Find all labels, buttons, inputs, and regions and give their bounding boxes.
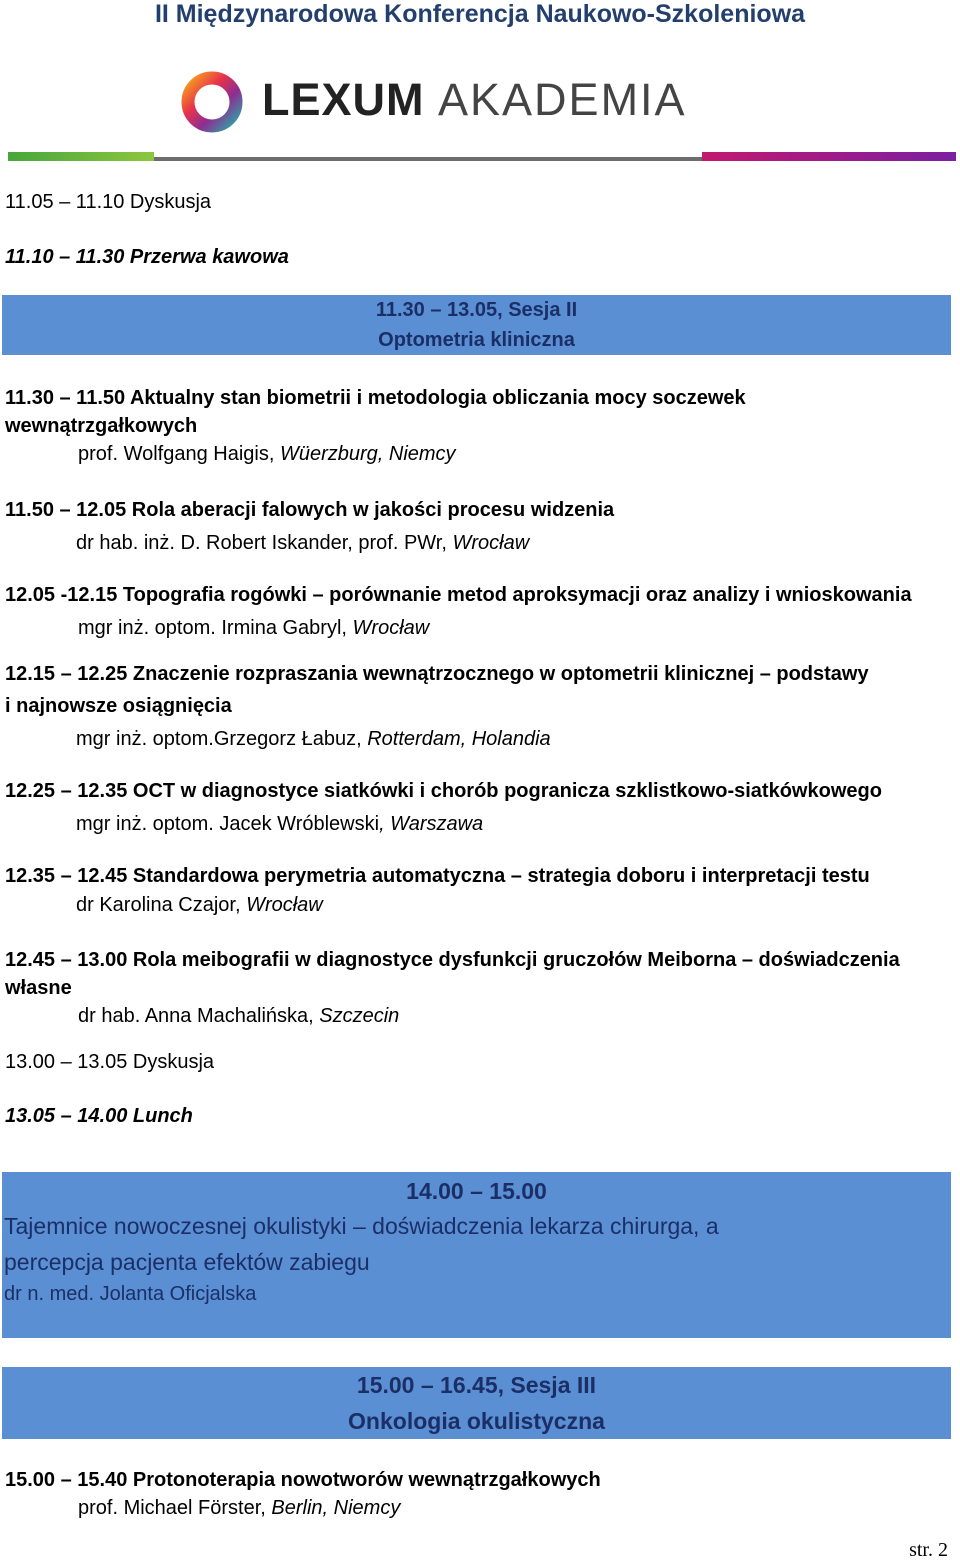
talk-1-title-cont: wewnątrzgałkowych [5, 415, 198, 437]
talk-2-title: 11.50 – 12.05 Rola aberacji falowych w jakości procesu widzenia [5, 499, 615, 521]
talk-1-place: Wüerzburg, Niemcy [279, 443, 456, 465]
coffee-break-item: 11.10 – 11.30 Przerwa kawowa [5, 246, 289, 268]
talk-3-speaker [78, 616, 429, 640]
logo-light: AKADEMIA [438, 74, 687, 125]
talk-6-speaker-name: dr Karolina Czajor, [76, 894, 247, 916]
talk-7-place: Szczecin [319, 1005, 400, 1027]
talk-4-title-cont: i najnowsze osiągnięcia [5, 695, 232, 717]
talk-6-place: Wrocław [246, 894, 323, 916]
talk-3-title: 12.05 -12.15 Topografia rogówki – porównanie metod aproksymacji oraz analizy i wnioskowania [5, 584, 912, 606]
talk-8-speaker-name: prof. Michael Förster, [78, 1497, 272, 1519]
talk-4-place: Rotterdam, Holandia [367, 728, 551, 750]
talk-8-title: 15.00 – 15.40 Protonoterapia nowotworów wewnątrzgałkowych [5, 1469, 601, 1491]
talk-1-speaker [78, 442, 456, 466]
talk-7-title: 12.45 – 13.00 Rola meibografii w diagnostyce dysfunkcji gruczołów Meiborna – doświadczenia [5, 949, 900, 971]
talk-8-place: Berlin, Niemcy [271, 1497, 401, 1519]
talk-4-speaker-name: mgr inż. optom.Grzegorz Łabuz, [76, 728, 368, 750]
lecture-speaker: dr n. med. Jolanta Oficjalska [4, 1283, 257, 1305]
talk-7-speaker [78, 1004, 399, 1028]
page-title: II Międzynarodowa Konferencja Naukowo-Szkoleniowa [154, 0, 806, 28]
talk-8-speaker [78, 1496, 400, 1520]
talk-3-place: Wrocław [352, 617, 430, 639]
talk-6-speaker [76, 893, 323, 917]
lecture-title-2: percepcja pacjenta efektów zabiegu [4, 1249, 370, 1275]
talk-4-title: 12.15 – 12.25 Znaczenie rozpraszania wewnątrzocznego w optometrii klinicznej – podstawy [5, 663, 869, 685]
lecture-band [2, 1172, 951, 1338]
lecture-title-1: Tajemnice nowoczesnej okulistyki – doświadczenia lekarza chirurga, a [4, 1213, 719, 1239]
session-2-band [2, 295, 951, 355]
page-number: str. 2 [909, 1539, 948, 1561]
logo-wordmark [262, 74, 687, 126]
talk-7-title-cont: własne [5, 977, 72, 999]
lunch-item: 13.05 – 14.00 Lunch [5, 1105, 193, 1127]
lecture-time: 14.00 – 15.00 [406, 1178, 547, 1204]
talk-1-title: 11.30 – 11.50 Aktualny stan biometrii i metodologia obliczania mocy soczewek [5, 387, 746, 409]
discussion-item: 11.05 – 11.10 Dyskusja [5, 191, 212, 213]
talk-2-place: Wrocław [452, 532, 530, 554]
session-3-band [2, 1367, 951, 1439]
talk-5-speaker-name: mgr inż. optom. Jacek Wróblewski [76, 813, 380, 835]
talk-4-speaker [76, 727, 551, 751]
talk-5-place: , Warszawa [379, 813, 484, 835]
talk-2-speaker [76, 531, 529, 555]
session-2-time: 11.30 – 13.05, Sesja II [375, 299, 578, 321]
header-stripe-green [8, 152, 154, 161]
talk-3-speaker-name: mgr inż. optom. Irmina Gabryl, [78, 617, 353, 639]
talk-7-speaker-name: dr hab. Anna Machalińska, [78, 1005, 320, 1027]
talk-6-title: 12.35 – 12.45 Standardowa perymetria automatyczna – strategia doboru i interpretacji testu [5, 865, 870, 887]
talk-5-speaker [76, 812, 483, 836]
lexum-logo-icon [180, 70, 244, 134]
session-3-time: 15.00 – 16.45, Sesja III [356, 1372, 597, 1398]
talk-2-speaker-name: dr hab. inż. D. Robert Iskander, prof. PWr, [76, 532, 453, 554]
logo-bold: LEXUM [262, 74, 425, 125]
talk-1-speaker-name: prof. Wolfgang Haigis, [78, 443, 280, 465]
header-stripe-gray [154, 157, 702, 161]
discussion-item-2: 13.00 – 13.05 Dyskusja [5, 1051, 215, 1073]
header-stripe-purple [702, 152, 956, 161]
session-3-title: Onkologia okulistyczna [348, 1408, 605, 1434]
talk-5-title: 12.25 – 12.35 OCT w diagnostyce siatkówki i chorób pogranicza szklistkowo-siatkówkowego [5, 780, 882, 802]
session-2-title: Optometria kliniczna [378, 329, 575, 351]
